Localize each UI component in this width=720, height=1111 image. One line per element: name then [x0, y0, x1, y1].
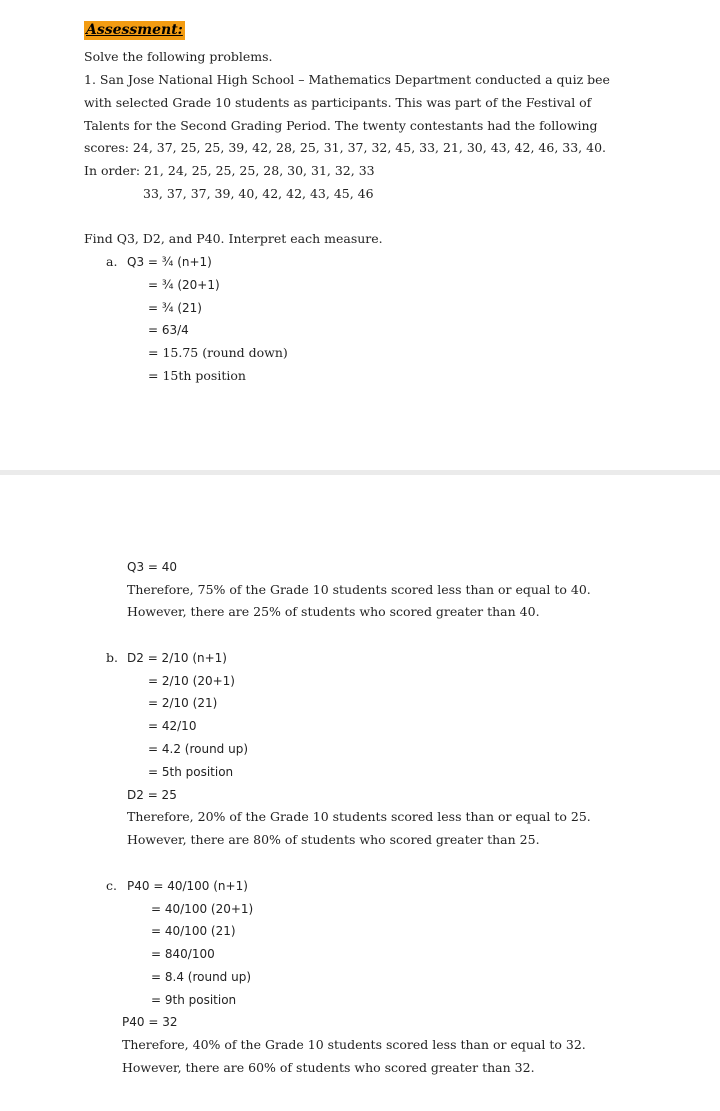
- d2-step: = 2/10 (20+1): [148, 674, 235, 688]
- item-b-label: b.: [106, 650, 118, 665]
- problem-line: Talents for the Second Grading Period. The twenty contestants had the following: [84, 118, 598, 133]
- p40-step: = 9th position: [151, 993, 237, 1007]
- q3-interpretation: Therefore, 75% of the Grade 10 students scored less than or equal to 40.: [127, 582, 591, 597]
- q3-result: Q3 = 40: [127, 560, 178, 574]
- q3-formula: Q3 = ¾ (n+1): [127, 255, 212, 269]
- problem-line: with selected Grade 10 students as participants. This was part of the Festival of: [84, 95, 592, 110]
- p40-step: = 40/100 (21): [151, 924, 236, 938]
- p40-step: = 8.4 (round up): [151, 970, 252, 984]
- d2-interpretation: Therefore, 20% of the Grade 10 students scored less than or equal to 25.: [127, 809, 591, 824]
- p40-interpretation: Therefore, 40% of the Grade 10 students scored less than or equal to 32.: [122, 1037, 586, 1052]
- d2-step: = 42/10: [148, 719, 197, 733]
- assessment-title: Assessment:: [86, 22, 183, 38]
- q3-step: = 15.75 (round down): [148, 345, 288, 360]
- p40-result: P40 = 32: [122, 1015, 178, 1029]
- problem-line: scores: 24, 37, 25, 25, 39, 42, 28, 25, 31, 37, 32, 45, 33, 21, 30, 43, 42, 46, 33, 40.: [84, 140, 606, 155]
- page-divider: [0, 470, 720, 475]
- q3-step: = 15th position: [148, 368, 246, 383]
- ordered-scores-line: 33, 37, 37, 39, 40, 42, 42, 43, 45, 46: [143, 186, 374, 201]
- d2-formula: D2 = 2/10 (n+1): [127, 651, 227, 665]
- p40-step: = 40/100 (20+1): [151, 902, 254, 916]
- problem-line: 1. San Jose National High School – Mathematics Department conducted a quiz bee: [84, 72, 610, 87]
- instruction-text: Solve the following problems.: [84, 49, 273, 64]
- p40-formula: P40 = 40/100 (n+1): [127, 879, 248, 893]
- q3-step: = 63/4: [148, 323, 189, 337]
- d2-step: = 4.2 (round up): [148, 742, 249, 756]
- q3-step: = ¾ (21): [148, 301, 202, 315]
- d2-step: = 2/10 (21): [148, 696, 218, 710]
- q3-step: = ¾ (20+1): [148, 278, 220, 292]
- ordered-scores-line: In order: 21, 24, 25, 25, 25, 28, 30, 31, 32, 33: [84, 163, 375, 178]
- item-c-label: c.: [106, 878, 117, 893]
- p40-interpretation: However, there are 60% of students who scored greater than 32.: [122, 1060, 535, 1075]
- d2-step: = 5th position: [148, 765, 234, 779]
- item-a-label: a.: [106, 254, 118, 269]
- q3-interpretation: However, there are 25% of students who scored greater than 40.: [127, 604, 540, 619]
- find-instruction: Find Q3, D2, and P40. Interpret each measure.: [84, 231, 383, 246]
- d2-result: D2 = 25: [127, 788, 177, 802]
- d2-interpretation: However, there are 80% of students who scored greater than 25.: [127, 832, 540, 847]
- p40-step: = 840/100: [151, 947, 215, 961]
